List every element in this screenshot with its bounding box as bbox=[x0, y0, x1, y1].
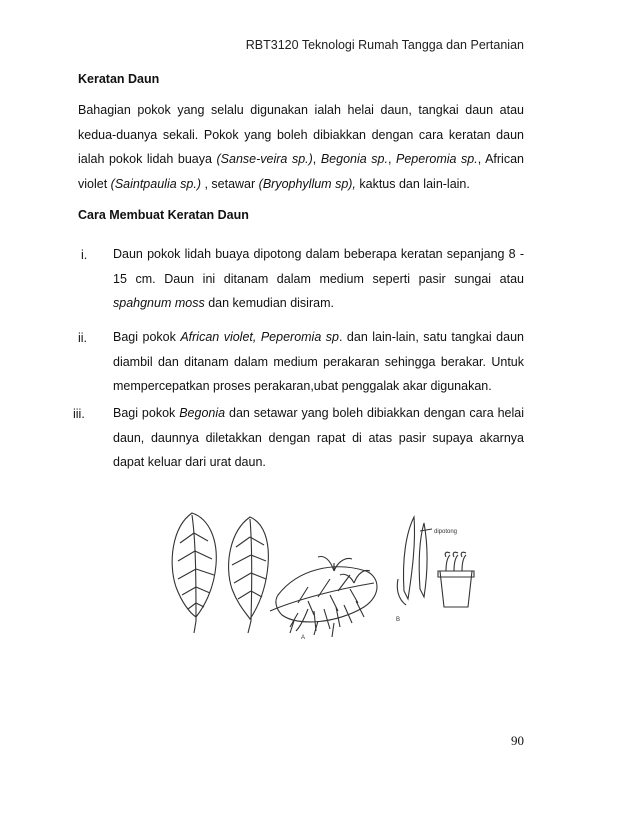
text-run: Daun pokok lidah buaya dipotong dalam beberapa keratan sepanjang 8 - 15 cm. Daun ini ditanam dalam medium seperti pasir sungai atau bbox=[113, 247, 524, 286]
italic-text-run: (Saintpaulia sp.) bbox=[110, 176, 201, 191]
figure-label-a: A bbox=[301, 635, 306, 641]
italic-text-run: Begonia bbox=[179, 406, 226, 420]
intro-paragraph bbox=[78, 98, 524, 196]
text-run: kaktus dan lain-lain. bbox=[355, 176, 470, 191]
text-run: . dan lain-lain, satu tangkai daun diambil dan ditanam dalam medium perakaran sehingga berakar. Untuk mempercepatkan proses perakaran,ubat penggalak akar digunakan. bbox=[113, 330, 524, 393]
section-title-keratan-daun: Keratan Daun bbox=[78, 72, 160, 86]
running-header: RBT3120 Teknologi Rumah Tangga dan Pertanian bbox=[245, 38, 524, 52]
text-run: , bbox=[312, 152, 321, 166]
figure-label-dipotong: dipotong bbox=[434, 529, 458, 535]
italic-text-run: spahgnum moss bbox=[113, 296, 205, 310]
text-run: Bagi pokok bbox=[113, 406, 180, 420]
italic-text-run: African violet, Peperomia sp bbox=[180, 330, 339, 344]
text-run: , setawar bbox=[200, 176, 259, 191]
italic-text-run: (Bryophyllum sp), bbox=[258, 176, 356, 191]
list-item-text-2 bbox=[113, 325, 524, 399]
text-run: dan kemudian disiram. bbox=[204, 296, 334, 310]
page-number: 90 bbox=[511, 733, 524, 748]
text-run: , bbox=[387, 152, 397, 166]
italic-text-run: Begonia sp. bbox=[320, 152, 388, 166]
list-item-text-3 bbox=[113, 401, 524, 475]
text-run: Bahagian pokok yang selalu digunakan ialah helai daun, tangkai daun atau kedua-duanya sekali. Pokok yang boleh dibiakkan dengan cara keratan daun ialah pokok lidah buaya bbox=[78, 103, 524, 166]
list-item-number-2: ii. bbox=[78, 331, 88, 345]
text-run: , African violet bbox=[78, 152, 524, 191]
figure-label-b: B bbox=[396, 617, 401, 623]
text-run: Bagi pokok bbox=[113, 330, 181, 344]
italic-text-run: Peperomia sp. bbox=[396, 152, 478, 166]
list-item-text-1 bbox=[113, 242, 524, 316]
section-title-cara-membuat: Cara Membuat Keratan Daun bbox=[78, 208, 249, 222]
list-item-number-3: iii. bbox=[73, 407, 85, 421]
italic-text-run: (Sanse-veira sp.) bbox=[216, 152, 313, 166]
leaf-cutting-illustration bbox=[158, 503, 480, 658]
text-run: dan setawar yang boleh dibiakkan dengan cara helai daun, daunnya diletakkan dengan rapat di atas pasir supaya akarnya dapat keluar dari urat daun. bbox=[113, 406, 524, 469]
list-item-number-1: i. bbox=[81, 248, 88, 262]
